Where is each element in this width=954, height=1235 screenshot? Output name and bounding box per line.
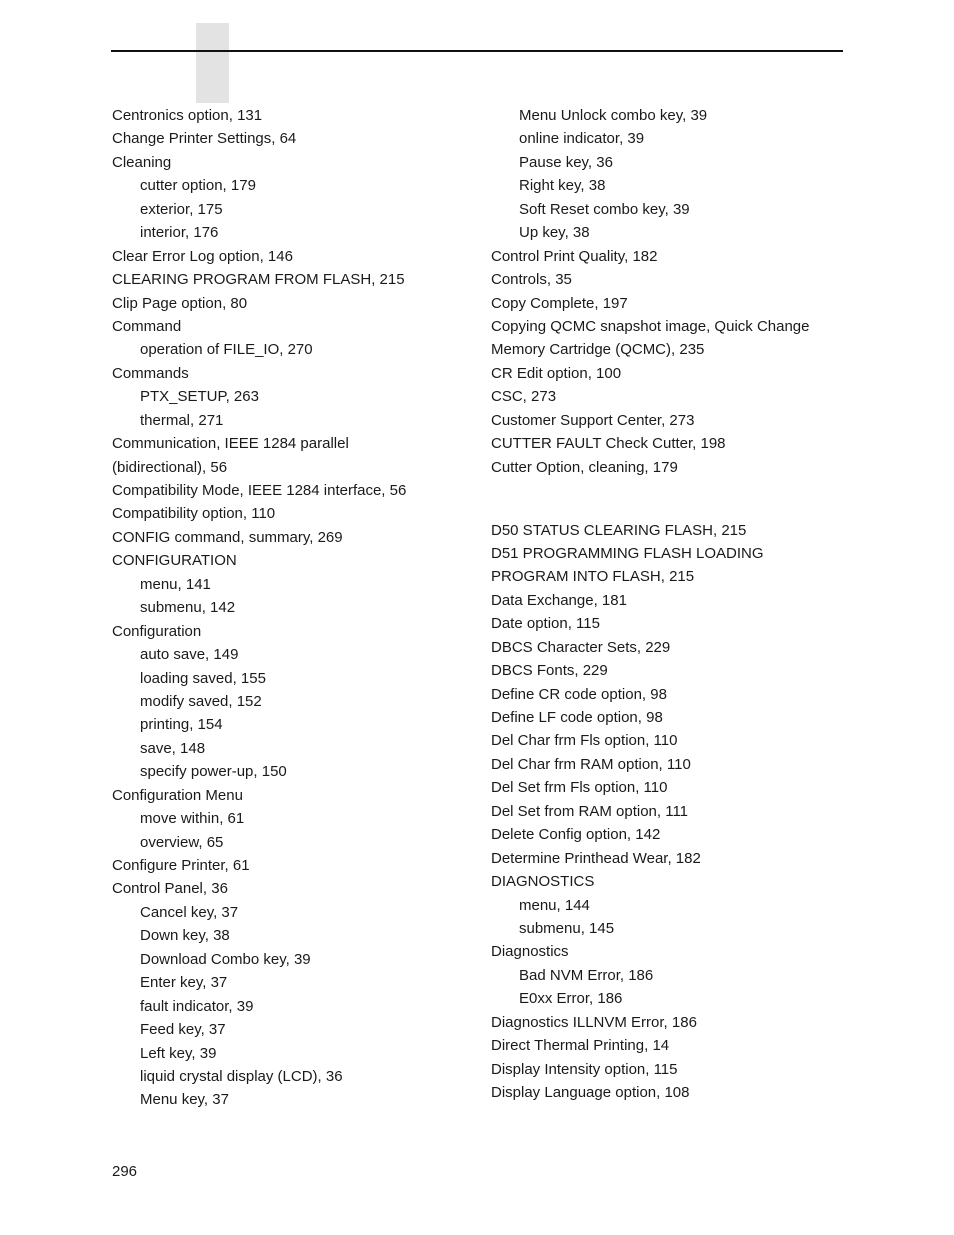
index-entry: Commands (112, 364, 189, 382)
index-entry: Display Intensity option, 115 (491, 1060, 678, 1078)
index-entry: Delete Config option, 142 (491, 826, 661, 844)
index-entry: Customer Support Center, 273 (491, 411, 695, 429)
index-subentry: Cancel key, 37 (140, 903, 239, 921)
index-entry: Data Exchange, 181 (491, 591, 627, 609)
index-entry: CONFIG command, summary, 269 (112, 528, 343, 546)
index-subentry: menu, 144 (519, 896, 590, 914)
index-subentry: submenu, 145 (519, 919, 615, 937)
index-entry: CUTTER FAULT Check Cutter, 198 (491, 435, 726, 453)
index-entry: (bidirectional), 56 (112, 458, 228, 476)
index-entry: Centronics option, 131 (112, 107, 263, 124)
index-subentry: menu, 141 (140, 575, 211, 593)
index-subentry: overview, 65 (140, 833, 224, 851)
index-subentry: online indicator, 39 (519, 130, 645, 148)
index-subentry: Left key, 39 (140, 1044, 217, 1062)
index-entry: Control Panel, 36 (112, 880, 228, 898)
index-entry: Configuration (112, 622, 202, 640)
index-subentry: Pause key, 36 (519, 153, 613, 171)
index-entry: Clip Page option, 80 (112, 294, 248, 312)
index-entry: CR Edit option, 100 (491, 364, 622, 382)
index-entry: Compatibility option, 110 (112, 505, 276, 523)
index-gap (491, 479, 843, 519)
index-column-left (112, 104, 472, 1112)
index-column-right (491, 104, 843, 1104)
index-entry: Configuration Menu (112, 786, 243, 804)
index-entry: DBCS Character Sets, 229 (491, 638, 671, 656)
index-subentry: auto save, 149 (140, 646, 239, 664)
index-entry: Copying QCMC snapshot image, Quick Change (491, 317, 810, 335)
index-subentry: fault indicator, 39 (140, 997, 254, 1015)
index-entry: CLEARING PROGRAM FROM FLASH, 215 (112, 271, 405, 289)
index-subentry: interior, 176 (140, 224, 219, 242)
index-entry: Direct Thermal Printing, 14 (491, 1037, 670, 1055)
index-entry: Del Set frm Fls option, 110 (491, 779, 668, 797)
index-subentry: thermal, 271 (140, 411, 224, 429)
index-entry: DBCS Fonts, 229 (491, 662, 608, 680)
index-entry: Control Print Quality, 182 (491, 247, 658, 265)
index-subentry: Feed key, 37 (140, 1021, 226, 1039)
index-subentry: cutter option, 179 (140, 177, 256, 195)
index-entry: Clear Error Log option, 146 (112, 247, 293, 265)
index-subentry: operation of FILE_IO, 270 (140, 341, 313, 359)
index-subentry: Enter key, 37 (140, 974, 228, 992)
index-entry: Command (112, 317, 182, 335)
index-entry: Del Char frm RAM option, 110 (491, 755, 691, 773)
index-subentry: Menu Unlock combo key, 39 (519, 107, 708, 124)
index-subentry: Bad NVM Error, 186 (519, 966, 654, 984)
index-entry: Cutter Option, cleaning, 179 (491, 458, 678, 476)
index-entry: Define LF code option, 98 (491, 709, 663, 726)
header-tab-block (196, 23, 229, 103)
index-entry: D51 PROGRAMMING FLASH LOADING (491, 544, 764, 562)
index-entry: Communication, IEEE 1284 parallel (112, 435, 349, 453)
index-subentry: move within, 61 (140, 810, 245, 828)
index-entry: Memory Cartridge (QCMC), 235 (491, 341, 705, 359)
index-entry: Define CR code option, 98 (491, 685, 667, 703)
index-subentry: E0xx Error, 186 (519, 990, 623, 1008)
index-entry: Determine Printhead Wear, 182 (491, 849, 701, 867)
page-number: 296 (112, 1163, 138, 1180)
index-subentry: loading saved, 155 (140, 669, 266, 687)
index-subentry: Download Combo key, 39 (140, 950, 311, 968)
index-entry: Del Set from RAM option, 111 (491, 802, 689, 820)
index-entry: Del Char frm Fls option, 110 (491, 732, 678, 750)
index-subentry: Down key, 38 (140, 927, 230, 945)
index-entry: Date option, 115 (491, 615, 600, 633)
index-subentry: save, 148 (140, 739, 206, 757)
index-subentry: printing, 154 (140, 716, 223, 734)
index-entry: PROGRAM INTO FLASH, 215 (491, 568, 695, 586)
index-entry: Cleaning (112, 153, 172, 171)
index-subentry: Up key, 38 (519, 224, 590, 242)
index-entry: Compatibility Mode, IEEE 1284 interface, 56 (112, 482, 407, 499)
index-entry: Change Printer Settings, 64 (112, 130, 297, 148)
index-entry: Controls, 35 (491, 271, 572, 289)
index-subentry: Right key, 38 (519, 177, 606, 195)
index-entry: CONFIGURATION (112, 552, 237, 570)
header-rule (111, 50, 843, 52)
index-entry: D50 STATUS CLEARING FLASH, 215 (491, 521, 747, 539)
index-subentry: liquid crystal display (LCD), 36 (140, 1067, 343, 1085)
index-entry: DIAGNOSTICS (491, 873, 595, 891)
index-subentry: Menu key, 37 (140, 1091, 229, 1109)
index-entry: Copy Complete, 197 (491, 294, 628, 312)
index-entry: CSC, 273 (491, 388, 557, 406)
index-entry: Diagnostics (491, 943, 569, 961)
index-entry: Diagnostics ILLNVM Error, 186 (491, 1013, 697, 1031)
index-subentry: exterior, 175 (140, 200, 223, 218)
index-subentry: Soft Reset combo key, 39 (519, 200, 690, 218)
index-entry: Configure Printer, 61 (112, 857, 250, 874)
index-subentry: PTX_SETUP, 263 (140, 388, 259, 406)
index-subentry: submenu, 142 (140, 599, 236, 617)
index-subentry: modify saved, 152 (140, 692, 262, 710)
index-subentry: specify power-up, 150 (140, 763, 287, 781)
index-entry: Display Language option, 108 (491, 1084, 690, 1101)
